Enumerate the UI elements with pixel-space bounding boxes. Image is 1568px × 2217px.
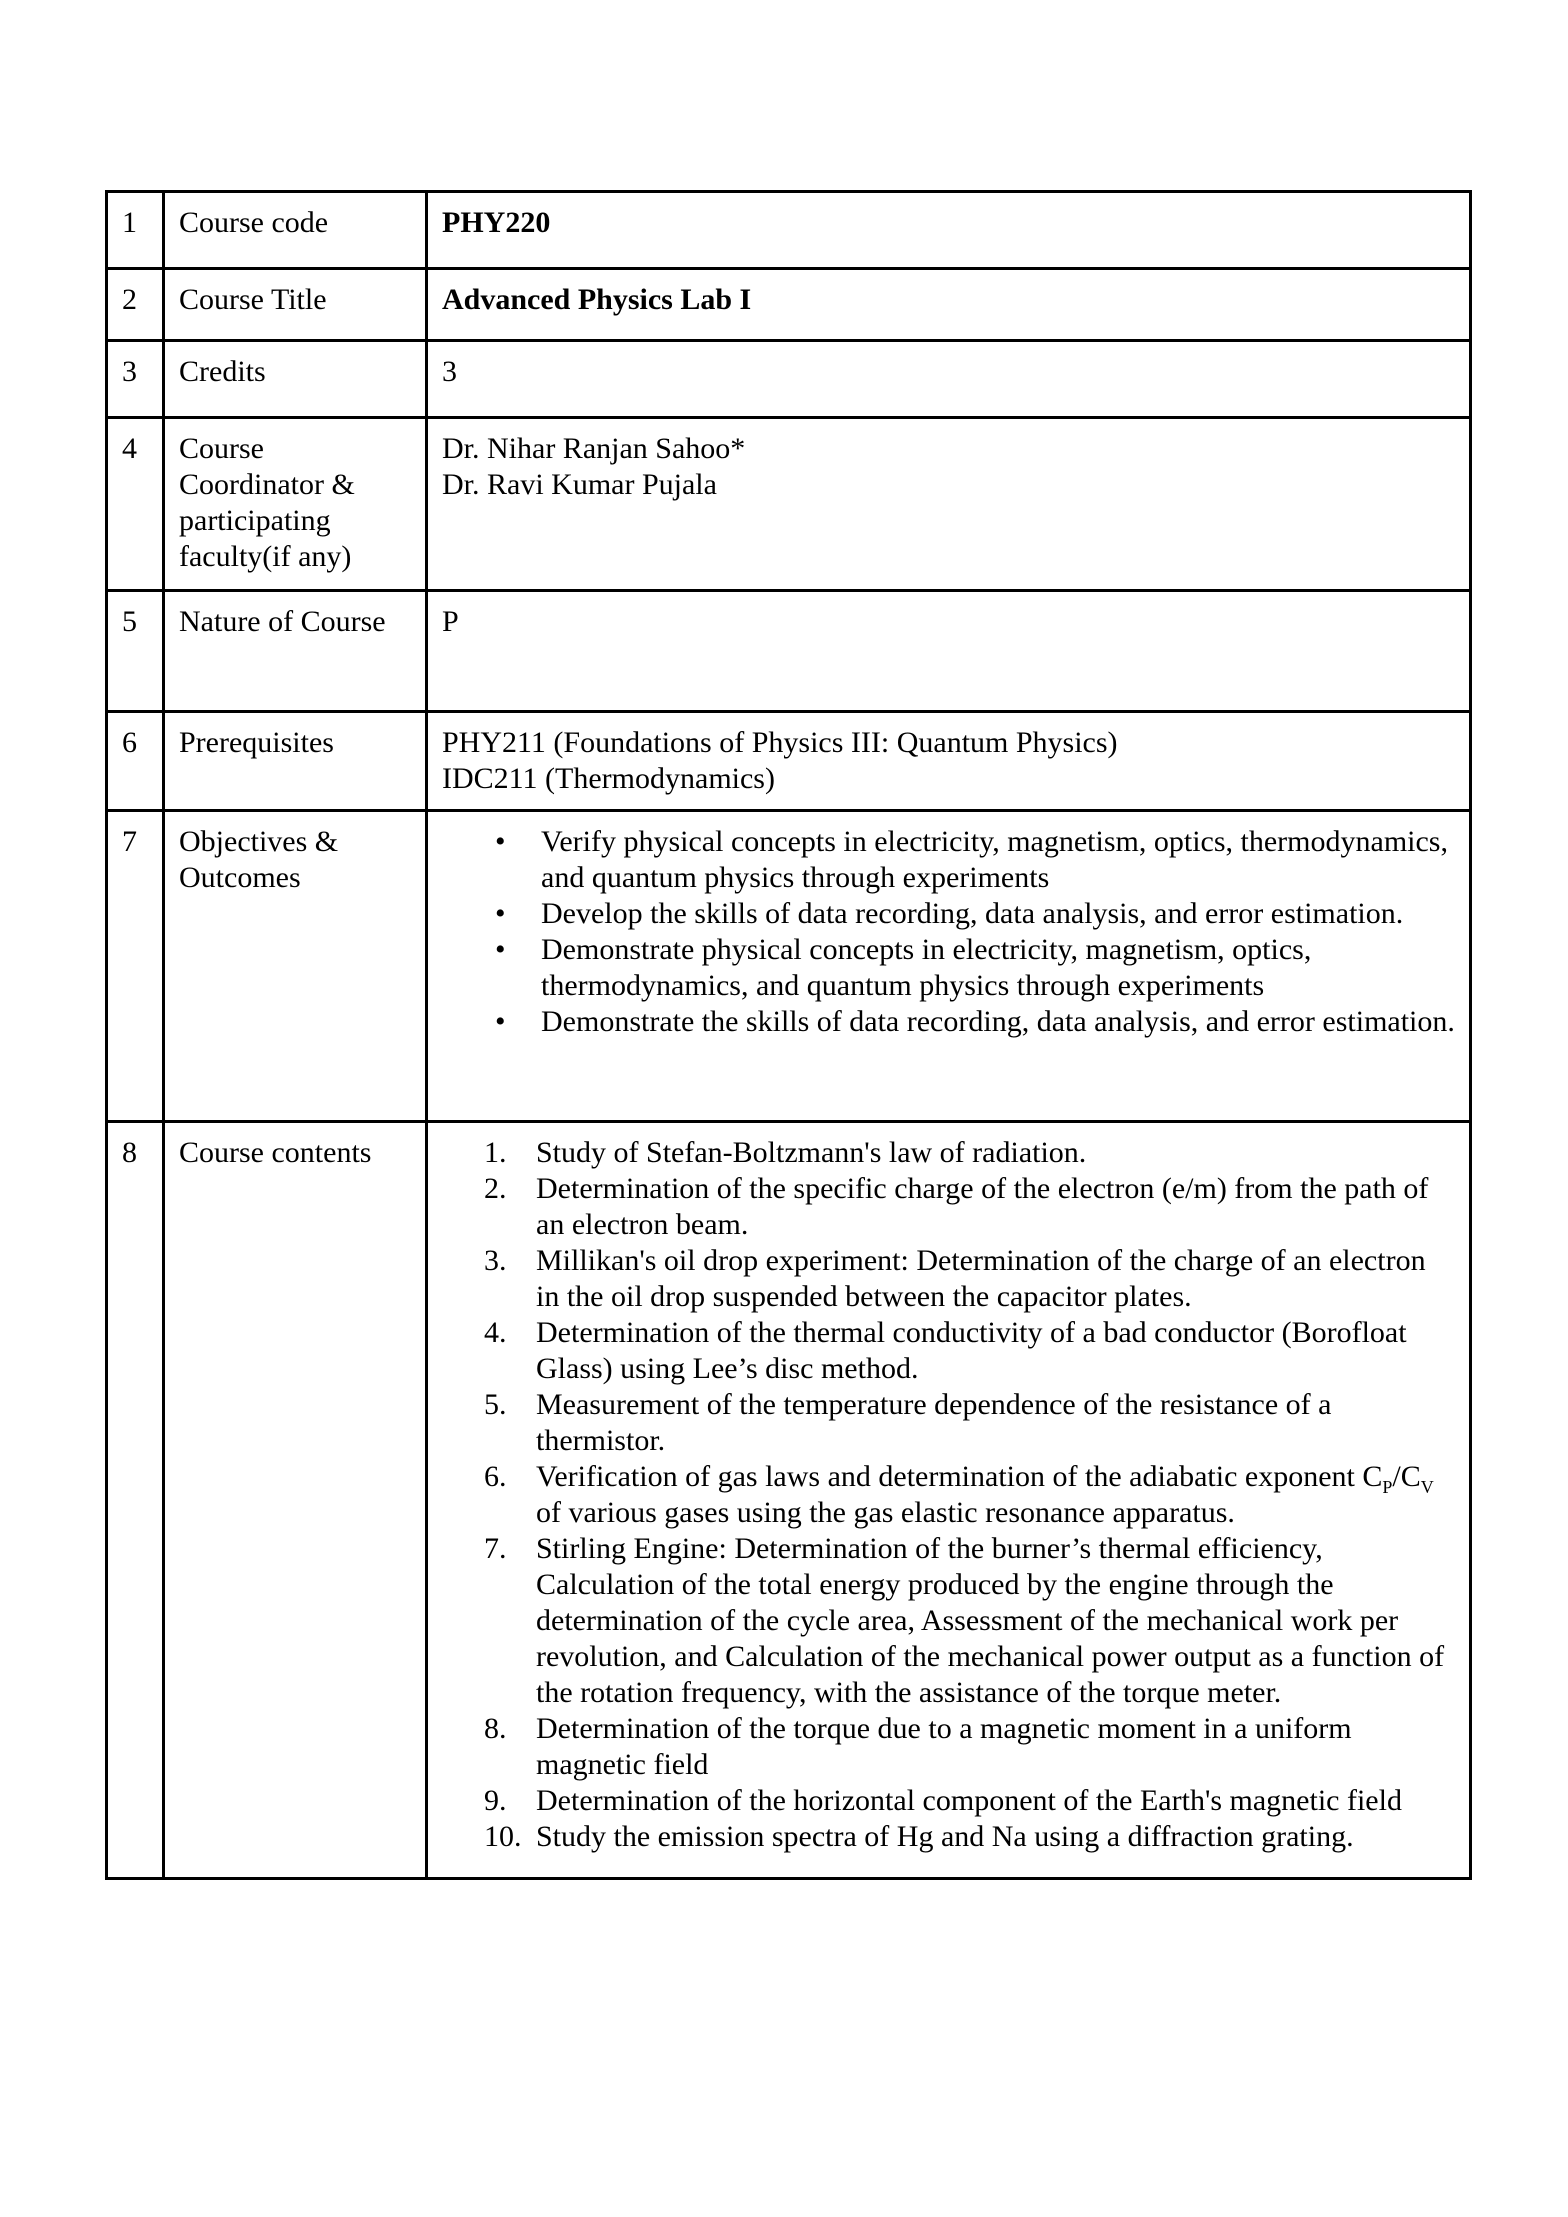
content-text: Measurement of the temperature dependence of the resistance of a thermistor.	[536, 1388, 1332, 1457]
row-label: Nature of Course	[179, 605, 386, 638]
row-value-cell	[427, 591, 1471, 712]
item-number: 5.	[484, 1388, 507, 1421]
row-value-cell	[427, 811, 1471, 1122]
bullet-icon: •	[495, 897, 506, 930]
content-text-post: of various gases using the gas elastic resonance apparatus.	[536, 1496, 1235, 1529]
row-label-cell	[164, 712, 427, 811]
objective-item	[495, 824, 1455, 896]
row-label: Objectives & Outcomes	[179, 825, 339, 894]
content-item	[484, 1711, 1455, 1783]
row-number-cell	[107, 712, 164, 811]
row-value-cell	[427, 1122, 1471, 1879]
prerequisite-2: IDC211 (Thermodynamics)	[442, 762, 775, 795]
content-item	[484, 1171, 1455, 1243]
content-item	[484, 1783, 1455, 1819]
row-value-cell	[427, 418, 1471, 591]
row-label-cell	[164, 341, 427, 418]
item-number: 10.	[484, 1820, 522, 1853]
objective-text: Demonstrate the skills of data recording, data analysis, and error estimation.	[541, 1005, 1455, 1038]
item-number: 7.	[484, 1532, 507, 1565]
row-number: 7	[122, 825, 137, 858]
content-item	[484, 1531, 1455, 1711]
row-number-cell	[107, 269, 164, 341]
row-label-cell	[164, 811, 427, 1122]
subscript-p: P	[1382, 1477, 1393, 1497]
table-row-course-contents	[107, 1122, 1471, 1879]
item-number: 1.	[484, 1136, 507, 1169]
content-item	[484, 1387, 1455, 1459]
row-number-cell	[107, 418, 164, 591]
content-text-pre: Verification of gas laws and determination of the adiabatic exponent C	[536, 1460, 1383, 1493]
row-label: Course code	[179, 206, 329, 239]
item-number: 3.	[484, 1244, 507, 1277]
subscript-v: V	[1420, 1477, 1434, 1497]
row-number-cell	[107, 1122, 164, 1879]
bullet-icon: •	[495, 1005, 506, 1038]
objective-text: Develop the skills of data recording, data analysis, and error estimation.	[541, 897, 1404, 930]
content-text: Determination of the specific charge of the electron (e/m) from the path of an electron beam.	[536, 1172, 1429, 1241]
content-text: Determination of the thermal conductivity of a bad conductor (Borofloat Glass) using Lee’s disc method.	[536, 1316, 1407, 1385]
row-number: 6	[122, 726, 137, 759]
content-text: Determination of the torque due to a magnetic moment in a uniform magnetic field	[536, 1712, 1352, 1781]
coordinator-name-1: Dr. Nihar Ranjan Sahoo*	[442, 432, 746, 465]
row-number: 5	[122, 605, 137, 638]
course-contents-list	[442, 1135, 1455, 1855]
row-label: Course Coordinator & participating faculty(if any)	[179, 432, 355, 573]
row-value-cell	[427, 269, 1471, 341]
row-label: Course contents	[179, 1136, 372, 1169]
objective-text: Demonstrate physical concepts in electricity, magnetism, optics, thermodynamics, and quantum physics through experiments	[541, 933, 1312, 1002]
row-value-cell	[427, 192, 1471, 269]
item-number: 4.	[484, 1316, 507, 1349]
row-number: 3	[122, 355, 137, 388]
credits-value: 3	[442, 355, 457, 388]
table-row-coordinator	[107, 418, 1471, 591]
table-row-course-code	[107, 192, 1471, 269]
item-number: 8.	[484, 1712, 507, 1745]
table-row-prerequisites	[107, 712, 1471, 811]
objective-item	[495, 1004, 1455, 1040]
row-number-cell	[107, 341, 164, 418]
nature-value: P	[442, 605, 459, 638]
content-item	[484, 1135, 1455, 1171]
row-number-cell	[107, 192, 164, 269]
row-label: Credits	[179, 355, 266, 388]
row-number: 8	[122, 1136, 137, 1169]
content-item	[484, 1819, 1455, 1855]
table-row-credits	[107, 341, 1471, 418]
row-label-cell	[164, 591, 427, 712]
content-item	[484, 1459, 1455, 1531]
row-value-cell	[427, 341, 1471, 418]
content-item	[484, 1243, 1455, 1315]
content-text: Stirling Engine: Determination of the burner’s thermal efficiency, Calculation of the total energy produced by the engine through the determination of the cycle area, Assessment of the mechanical work per revolution, and Calculation of the mechanical power output as a function of the rotation frequency, with the assistance of the torque meter.	[536, 1532, 1445, 1709]
item-number: 9.	[484, 1784, 507, 1817]
row-label-cell	[164, 1122, 427, 1879]
item-number: 2.	[484, 1172, 507, 1205]
content-text: Study of Stefan-Boltzmann's law of radiation.	[536, 1136, 1087, 1169]
prerequisite-1: PHY211 (Foundations of Physics III: Quantum Physics)	[442, 726, 1118, 759]
table-row-course-title	[107, 269, 1471, 341]
row-number: 2	[122, 283, 137, 316]
bullet-icon: •	[495, 933, 506, 966]
course-code-value: PHY220	[442, 206, 551, 239]
row-number-cell	[107, 591, 164, 712]
course-info-table	[105, 190, 1472, 1880]
row-label-cell	[164, 269, 427, 341]
content-text-with-subscripts	[536, 1459, 1455, 1531]
objective-text: Verify physical concepts in electricity, magnetism, optics, thermodynamics, and quantum physics through experiments	[541, 825, 1448, 894]
objective-item	[495, 932, 1455, 1004]
course-title-value: Advanced Physics Lab I	[442, 283, 752, 316]
objective-item	[495, 896, 1455, 932]
row-label-cell	[164, 418, 427, 591]
content-text: Study the emission spectra of Hg and Na using a diffraction grating.	[536, 1820, 1354, 1853]
row-value-cell	[427, 712, 1471, 811]
row-label-cell	[164, 192, 427, 269]
row-label: Course Title	[179, 283, 327, 316]
content-text: Millikan's oil drop experiment: Determination of the charge of an electron in the oil drop suspended between the capacitor plates.	[536, 1244, 1426, 1313]
content-text-mid: /C	[1392, 1460, 1421, 1493]
table-row-objectives	[107, 811, 1471, 1122]
content-item	[484, 1315, 1455, 1387]
item-number: 6.	[484, 1460, 507, 1493]
objectives-list	[442, 824, 1455, 1040]
row-number-cell	[107, 811, 164, 1122]
row-number: 4	[122, 432, 137, 465]
bullet-icon: •	[495, 825, 506, 858]
row-number: 1	[122, 206, 137, 239]
row-label: Prerequisites	[179, 726, 334, 759]
table-row-nature	[107, 591, 1471, 712]
coordinator-name-2: Dr. Ravi Kumar Pujala	[442, 468, 717, 501]
content-text: Determination of the horizontal component of the Earth's magnetic field	[536, 1784, 1402, 1817]
